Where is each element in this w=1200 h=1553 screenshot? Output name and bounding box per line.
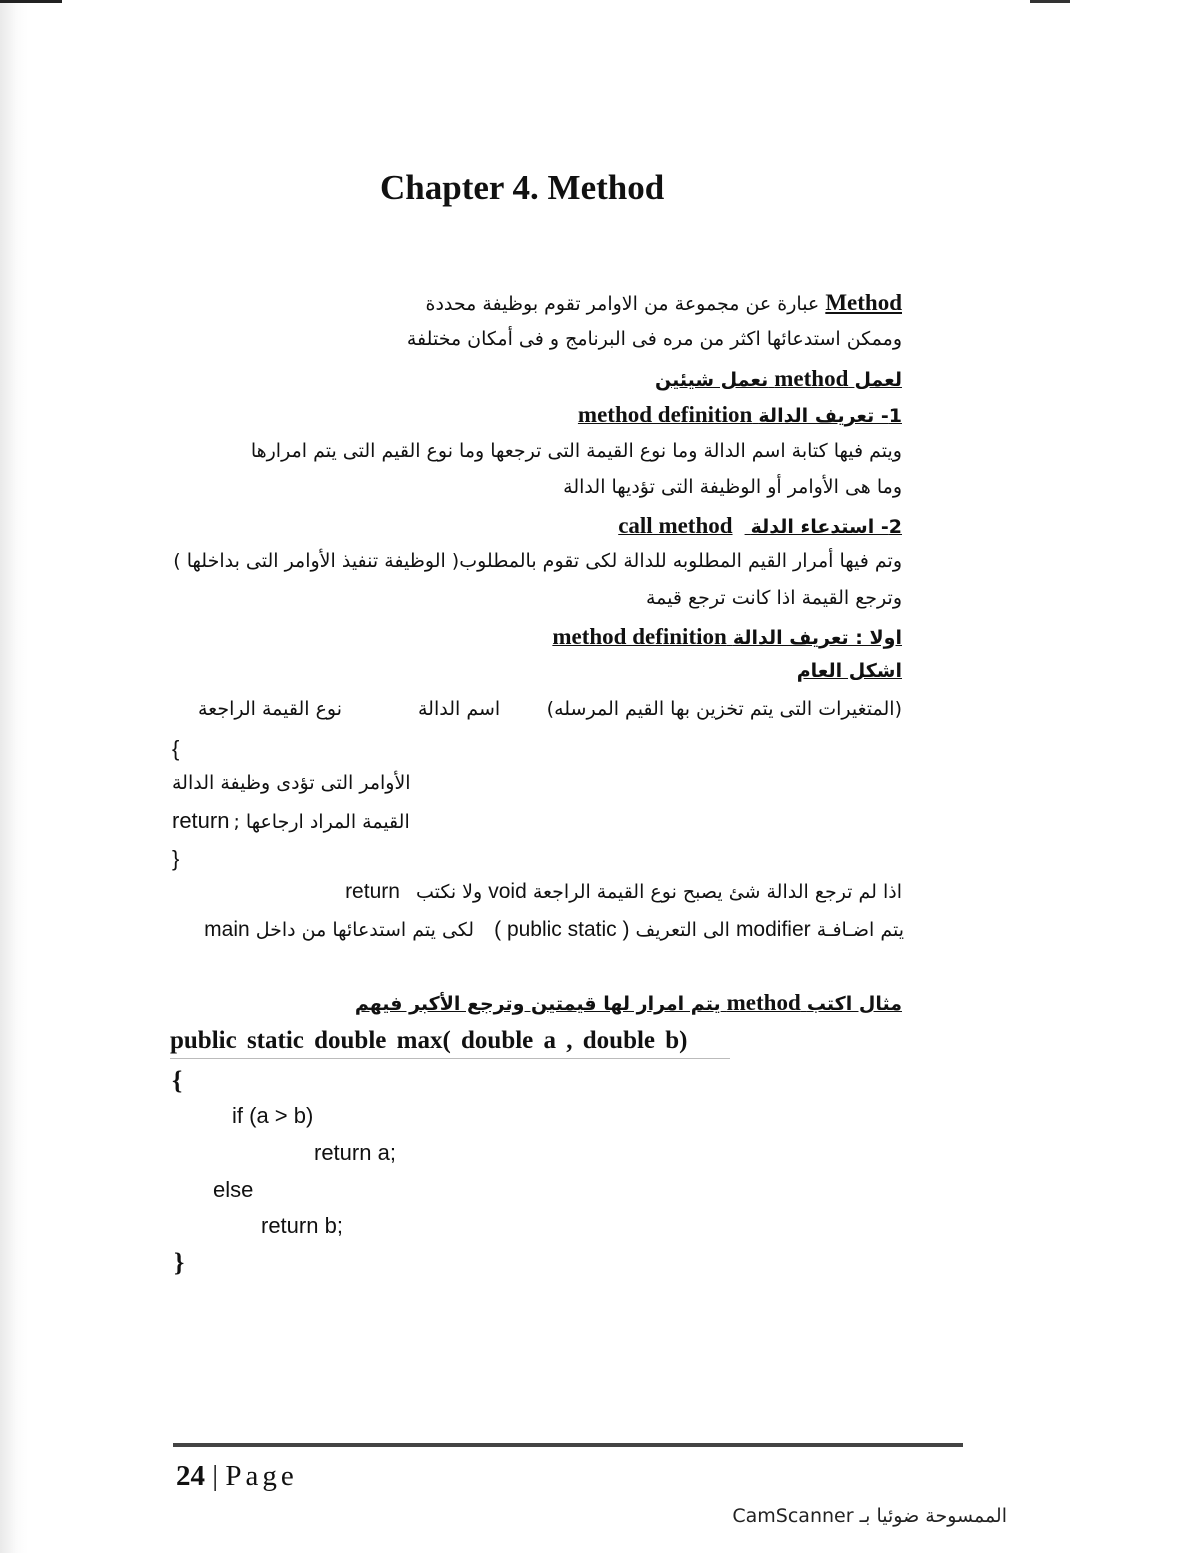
section1-heading: اولا : تعريف الدالة method definition [552,624,902,649]
code-signature-rule [170,1058,730,1059]
step2-heading: 2- استدعاء الدلة call method [618,513,902,538]
code-if: if (a > b) [232,1103,314,1128]
code-return-b: return b; [261,1213,343,1238]
general-form-return-type: نوع القيمة الراجعة [198,698,343,720]
scan-shadow [0,0,28,1553]
code-return-a: return a; [314,1140,396,1165]
general-form-name: اسم الدالة [418,698,501,720]
intro-term: Method [825,290,902,315]
intro-line-2: وممكن استدعائها اكثر من مره فى البرنامج و فى أمكان مختلفة [406,328,902,350]
example-heading: مثال اكتب method يتم امرار لها قيمتين وترجع الأكبر فيهم [354,990,902,1015]
intro-text: عبارة عن مجموعة من الاوامر تقوم بوظيفة محددة [425,293,820,315]
step1-line-2: وما هى الأوامر أو الوظيفة التى تؤديها الدالة [563,476,902,498]
general-form-close-brace: } [172,846,180,871]
scan-edge-mark [0,0,62,3]
note-void: اذا لم ترجع الدالة شئ يصبح نوع القيمة الراجعة void ولا نكتب return [345,880,902,903]
code-open-brace: { [172,1066,183,1095]
general-form-return-line: return القيمة المراد ارجاعها ; [172,808,410,833]
step1-line-1: ويتم فيها كتابة اسم الدالة وما نوع القيمة التى ترجعها وما نوع القيم التى يتم امرارها [250,440,902,462]
camscanner-watermark: الممسوحة ضوئيا بـ CamScanner [732,1505,1007,1527]
step2-line-1: وتم فيها أمرار القيم المطلوبه للدالة لكى تقوم بالمطلوب( الوظيفة تنفيذ الأوامر التى بداخلها ) [173,550,902,572]
general-form-open-brace: { [172,736,180,761]
note-modifier: يتم اضـافـة modifier الى التعريف ( public static ) لكى يتم استدعائها من داخل main [204,918,904,941]
code-else: else [213,1177,254,1202]
general-form-params: (المتغيرات التى يتم تخزين بها القيم المرسله) [546,698,902,720]
page-number: 24 | Page [176,1460,298,1492]
intro-line-1 [426,290,903,316]
steps-heading: لعمل method نعمل شيئين [654,366,902,391]
code-close-brace: } [174,1248,185,1277]
general-form-label: اشكل العام [796,660,902,682]
general-form-body: الأوامر التى تؤدى وظيفة الدالة [172,772,411,794]
code-signature: public static double max( double a , double b) [170,1027,688,1054]
page-title: Chapter 4. Method [380,168,665,207]
footer-rule [173,1443,963,1447]
step1-heading: 1- تعريف الدالة method definition [577,402,902,427]
scan-edge-mark [1030,0,1070,3]
step2-line-2: وترجع القيمة اذا كانت ترجع قيمة [646,587,902,609]
